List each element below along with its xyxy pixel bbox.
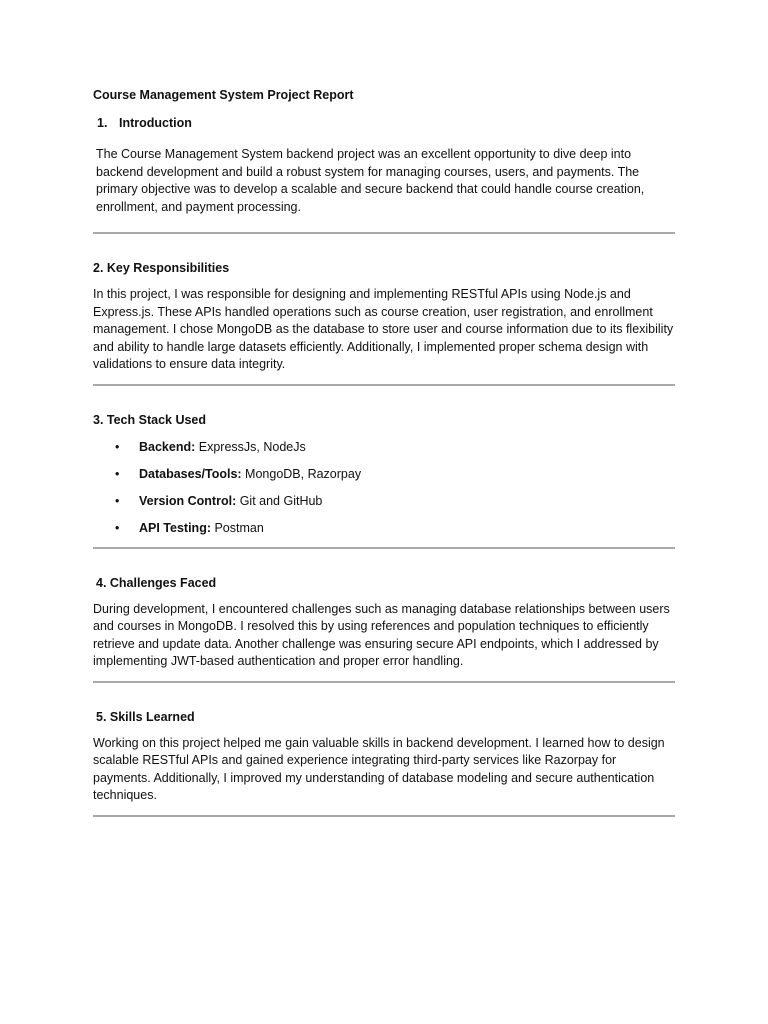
- list-item-term: Databases/Tools:: [139, 466, 242, 481]
- challenges-paragraph: During development, I encountered challenges such as managing database relationships between users and courses in MongoDB. I resolved this by using references and population techniques to efficiently retrieve and update data. Another challenge was ensuring secure API endpoints, which I addressed by implementing JWT-based authentication and proper error handling.: [93, 601, 670, 668]
- list-item-value: Postman: [211, 520, 264, 535]
- bullet-icon: •: [115, 439, 120, 454]
- section-heading-skills: 5. Skills Learned: [96, 709, 195, 724]
- list-item-value: Git and GitHub: [236, 493, 323, 508]
- section-heading-tech-stack: 3. Tech Stack Used: [93, 412, 207, 427]
- section-heading-responsibilities: 2. Key Responsibilities: [93, 261, 230, 275]
- document-page: [93, 86, 675, 817]
- list-item: [93, 465, 675, 492]
- list-item: [93, 492, 675, 519]
- document-title: Course Management System Project Report: [93, 88, 354, 102]
- section-heading-challenges: 4. Challenges Faced: [96, 575, 217, 590]
- section-divider: [93, 232, 675, 234]
- list-item-value: ExpressJs, NodeJs: [195, 439, 306, 454]
- bullet-icon: •: [115, 493, 120, 508]
- section-heading-introduction: [97, 114, 675, 132]
- skills-paragraph: Working on this project helped me gain valuable skills in backend development. I learned how to design scalable RESTful APIs and gained experience integrating third-party services like Razorpay for payments. Additionally, I improved my understanding of database modeling and secure authentication techniques.: [93, 735, 665, 802]
- responsibilities-paragraph: In this project, I was responsible for designing and implementing RESTful APIs using Node.js and Express.js. These APIs handled operations such as course creation, user registration, and enrollment management. I chose MongoDB as the database to store user and course information due to its flexibility and ability to handle large datasets efficiently. Additionally, I implemented proper schema design with validations to ensure data integrity.: [93, 287, 674, 371]
- section-divider: [93, 547, 675, 549]
- bullet-icon: •: [115, 466, 120, 481]
- tech-stack-list: [93, 438, 675, 537]
- section-divider: [93, 815, 675, 817]
- list-item: [93, 438, 675, 465]
- list-item-term: Version Control:: [139, 493, 237, 508]
- section-divider: [93, 384, 675, 386]
- section-heading-text: Introduction: [119, 116, 192, 130]
- section-number: 1.: [97, 116, 108, 130]
- list-item-value: MongoDB, Razorpay: [241, 466, 362, 481]
- section-divider: [93, 681, 675, 683]
- introduction-paragraph: The Course Management System backend project was an excellent opportunity to dive deep into backend development and build a robust system for managing courses, users, and payments. The primary objective was to develop a scalable and secure backend that could handle course creation, enrollment, and payment processing.: [96, 147, 645, 214]
- bullet-icon: •: [115, 520, 120, 535]
- list-item-term: API Testing:: [139, 520, 211, 535]
- list-item-term: Backend:: [139, 439, 196, 454]
- list-item: [93, 519, 675, 537]
